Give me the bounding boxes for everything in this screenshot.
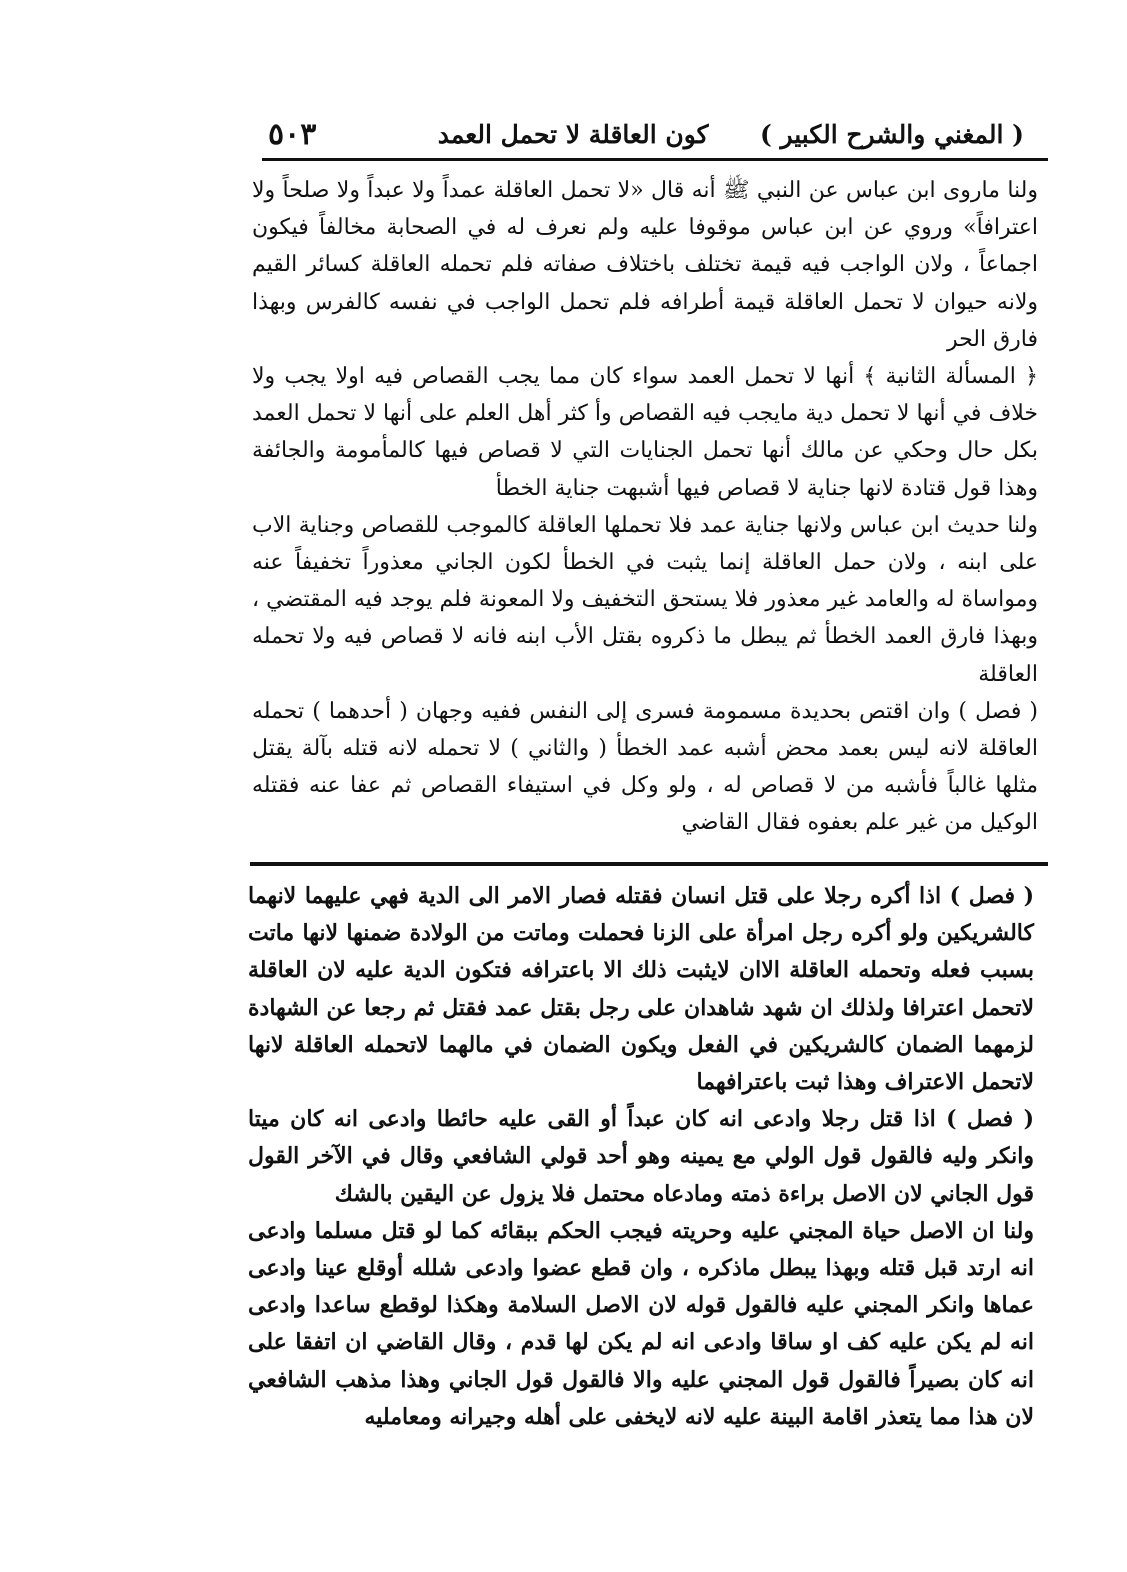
paragraph: ( فصل ) وان اقتص بحديدة مسمومة فسرى إلى النفس ففيه وجهان ( أحدهما ) تحمله العاقلة لانه ليس بعمد محض أشبه عمد الخطأ ( والثاني ) لا تحمله لانه قتله بآلة يقتل مثلها غالباً فأشبه من لا قصاص له ، ولو وكل في استيفاء القصاص ثم عفا عنه فقتله الوكيل من غير علم بعفوه فقال القاضي <box>252 698 1038 836</box>
header-divider <box>262 158 1048 161</box>
page-header <box>268 112 1024 156</box>
paragraph: ولنا ماروى ابن عباس عن النبي ﷺ أنه قال «لا تحمل العاقلة عمداً ولا عبداً ولا صلحاً ولا اعترافاً» وروي عن ابن عباس موقوفا عليه ولم نعرف له في الصحابة مخالفاً فيكون اجماعاً ، ولان الواجب فيه قيمة تختلف باختلاف صفاته فلم تحمله العاقلة كسائر القيم ولانه حيوان لا تحمل العاقلة قيمة أطرافه فلم تحمل الواجب في نفسه كالفرس وبهذا فارق الحر <box>252 178 1038 352</box>
section-divider <box>250 862 1048 866</box>
section-title: كون العاقلة لا تحمل العمد <box>437 119 709 149</box>
main-text <box>252 172 1038 842</box>
page-number: ٥٠٣ <box>268 116 317 152</box>
paragraph: ﴿ المسألة الثانية ﴾ أنها لا تحمل العمد سواء كان مما يجب القصاص فيه اولا يجب ولا خلاف في أنها لا تحمل دية مايجب فيه القصاص وأ كثر أهل العلم على أنها لا تحمل العمد بكل حال وحكي عن مالك أنها تحمل الجنايات التي لا قصاص فيها كالمأمومة والجائفة وهذا قول قتادة لانها جناية لا قصاص فيها أشبهت جناية الخطأ <box>252 364 1038 501</box>
paragraph: ( فصل ) اذا قتل رجلا وادعى انه كان عبداً أو القى عليه حائطا وادعى انه كان ميتا وانكر وليه فالقول قول الولي مع يمينه وهو أحد قولي الشافعي وقال في الآخر القول قول الجاني لان الاصل براءة ذمته ومادعاه محتمل فلا يزول عن اليقين بالشك <box>248 1106 1034 1207</box>
book-title: ( المغني والشرح الكبير ) <box>759 119 1024 149</box>
paragraph: ولنا ان الاصل حياة المجني عليه وحريته فيجب الحكم ببقائه كما لو قتل مسلما وادعى انه ارتد قبل قتله وبهذا يبطل ماذكره ، وان قطع عضوا وادعى شلله أوقلع عينا وادعى عماها وانكر المجني عليه فالقول قوله لان الاصل السلامة وهكذا لوقطع ساعدا وادعى انه لم يكن عليه كف او ساقا وادعى انه لم يكن لها قدم ، وقال القاضي ان اتفقا على انه كان بصيراً فالقول قول المجني عليه والا فالقول قول الجاني وهذا مذهب الشافعي لان هذا مما يتعذر اقامة البينة عليه لانه لايخفى على أهله وجيرانه ومعامليه <box>248 1217 1034 1430</box>
paragraph: ( فصل ) اذا أكره رجلا على قتل انسان فقتله فصار الامر الى الدية فهي عليهما لانهما كالشريكين ولو أكره رجل امرأة على الزنا فحملت وماتت من الولادة ضمنها لانها ماتت بسبب فعله وتحمله العاقلة الاان لايثبت ذلك الا باعترافه فتكون الدية عليه لان العاقلة لاتحمل اعترافا ولذلك ان شهد شاهدان على رجل بقتل عمد فقتل ثم رجعا عن الشهادة لزمهما الضمان كالشريكين في الفعل ويكون الضمان في مالهما لاتحمله العاقلة لانها لاتحمل الاعتراف وهذا ثبت باعترافهما <box>248 883 1034 1096</box>
commentary-text <box>248 878 1034 1436</box>
paragraph: ولنا حديث ابن عباس ولانها جناية عمد فلا تحملها العاقلة كالموجب للقصاص وجناية الاب على ابنه ، ولان حمل العاقلة إنما يثبت في الخطأ لكون الجاني معذوراً تخفيفاً عنه ومواساة له والعامد غير معذور فلا يستحق التخفيف ولا المعونة فلم يوجد فيه المقتضي ، وبهذا فارق العمد الخطأ ثم يبطل ما ذكروه بقتل الأب ابنه فانه لا قصاص فيه ولا تحمله العاقلة <box>252 512 1038 687</box>
